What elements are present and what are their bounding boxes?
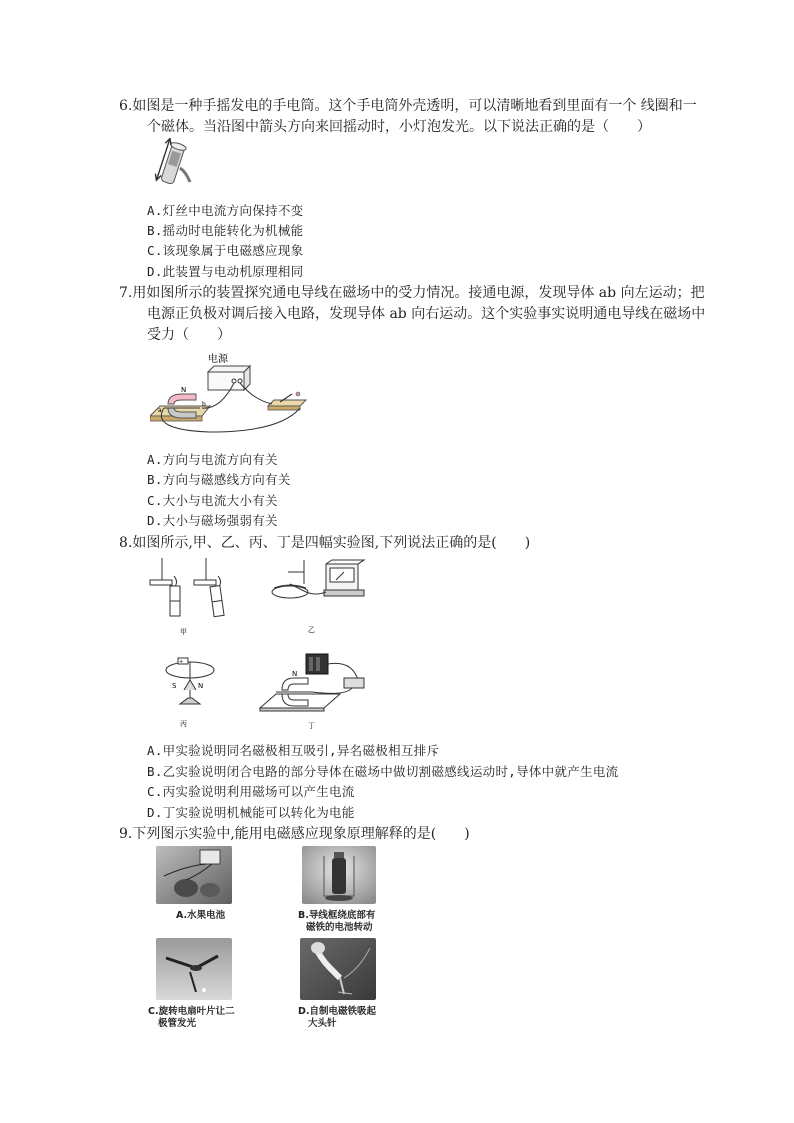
q8-label-jia: 甲	[180, 628, 187, 636]
q9-photo-b	[302, 846, 376, 904]
q9-caption-a: A.水果电池	[176, 910, 226, 921]
q7-option-a: A.方向与电流方向有关	[147, 452, 278, 467]
q9-caption-d-line2: 大头针	[308, 1018, 337, 1029]
q8-stem: 8.如图所示,甲、乙、丙、丁是四幅实验图,下列说法正确的是( )	[119, 535, 531, 551]
svg-text:N: N	[292, 670, 298, 678]
q7-stem-line3: 受力（ ）	[147, 327, 231, 343]
q8-figure-ding	[256, 650, 376, 732]
q9-photo-a	[156, 846, 232, 904]
q7-stem-line1: 7.用如图所示的装置探究通电导线在磁场中的受力情况。接通电源，发现导体 ab 向左运动；把	[119, 285, 705, 301]
q9-photo-c	[156, 938, 232, 1000]
q6-flashlight-figure	[152, 138, 196, 192]
q9-caption-d-line1: D.自制电磁铁吸起	[298, 1006, 376, 1017]
svg-text:+: +	[179, 659, 184, 665]
q7-option-c: C.大小与电流大小有关	[147, 493, 278, 508]
q8-option-b: B.乙实验说明闭合电路的部分导体在磁场中做切割磁感线运动时,导体中就产生电流	[147, 764, 619, 779]
q8-figure-bing	[162, 650, 222, 730]
q8-figure-jia	[146, 556, 238, 640]
q6-stem-line2: 个磁体。当沿图中箭头方向来回摇动时，小灯泡发光。以下说法正确的是（ ）	[147, 119, 651, 135]
q7-n-label: N	[181, 386, 187, 394]
q7-apparatus-figure	[150, 350, 310, 436]
q8-label-bing: 丙	[180, 720, 187, 728]
q8-label-s: S	[172, 682, 177, 690]
q6-option-d: D.此装置与电动机原理相同	[147, 264, 304, 279]
q8-option-c: C.丙实验说明利用磁场可以产生电流	[147, 784, 355, 799]
q7-b-label: b	[202, 401, 206, 408]
q8-label-yi: 乙	[308, 626, 315, 634]
q8-option-d: D.丁实验说明机械能可以转化为电能	[147, 805, 355, 820]
q6-option-b: B.摇动时电能转化为机械能	[147, 223, 304, 238]
q9-caption-c-line1: C.旋转电扇叶片让二	[148, 1006, 235, 1017]
q9-caption-c-line2: 极管发光	[158, 1018, 197, 1029]
q9-caption-b-line1: B.导线框绕底部有	[298, 910, 376, 921]
q7-option-d: D.大小与磁场强弱有关	[147, 513, 278, 528]
q8-figure-yi	[266, 558, 376, 638]
q8-label-n: N	[198, 682, 204, 690]
q9-stem: 9.下列图示实验中,能用电磁感应现象原理解释的是( )	[119, 826, 470, 842]
q7-option-b: B.方向与磁感线方向有关	[147, 472, 291, 487]
q9-photo-d	[300, 938, 376, 1000]
q7-a-label: a	[158, 407, 162, 414]
q6-stem-line1: 6.如图是一种手摇发电的手电筒。这个手电筒外壳透明，可以清晰地看到里面有一个 线圈和一	[119, 98, 697, 114]
q6-option-a: A.灯丝中电流方向保持不变	[147, 203, 304, 218]
q8-option-a: A.甲实验说明同名磁极相互吸引,异名磁极相互排斥	[147, 743, 440, 758]
q8-label-ding: 丁	[308, 722, 315, 730]
q6-option-c: C.该现象属于电磁感应现象	[147, 243, 304, 258]
q9-caption-b-line2: 磁铁的电池转动	[306, 922, 373, 933]
q7-power-label: 电源	[208, 354, 228, 365]
q7-stem-line2: 电源正负极对调后接入电路，发现导体 ab 向右运动。这个实验事实说明通电导线在磁场中	[147, 306, 706, 322]
